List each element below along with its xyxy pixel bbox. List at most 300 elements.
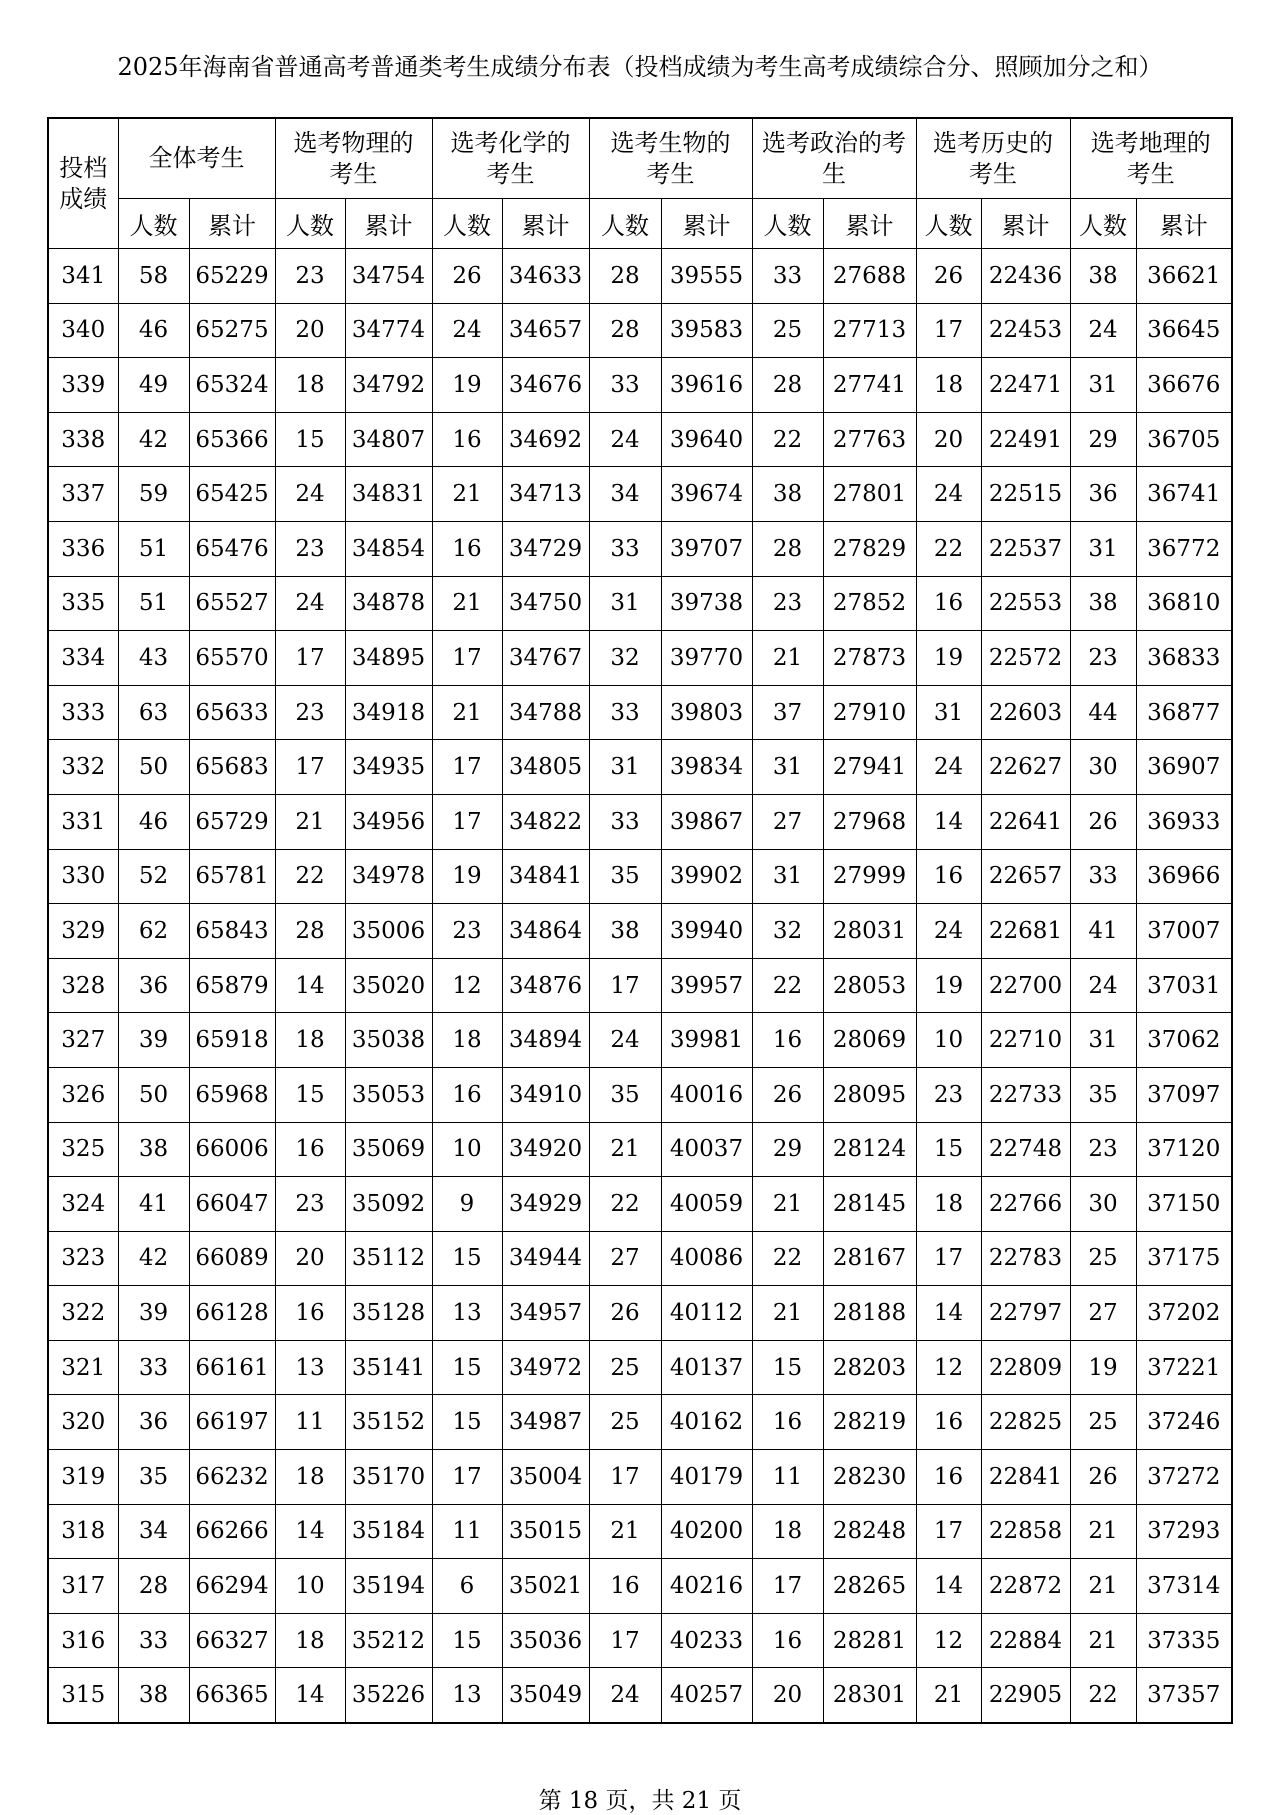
sub-header-cumulative: 累计: [661, 199, 752, 249]
cumulative-cell: 22710: [981, 1013, 1070, 1068]
cumulative-cell: 28301: [823, 1668, 916, 1723]
cumulative-cell: 34754: [345, 249, 432, 304]
count-cell: 25: [589, 1340, 661, 1395]
group-header-politics: [752, 118, 916, 199]
count-cell: 31: [1070, 521, 1136, 576]
cumulative-cell: 22884: [981, 1613, 1070, 1668]
score-cell: 330: [48, 849, 118, 904]
table-body: [48, 249, 1232, 1724]
cumulative-cell: 34713: [502, 467, 589, 522]
cumulative-cell: 36705: [1136, 412, 1232, 467]
count-cell: 26: [752, 1067, 823, 1122]
cumulative-cell: 35152: [345, 1395, 432, 1450]
cumulative-cell: 22515: [981, 467, 1070, 522]
count-cell: 13: [275, 1340, 345, 1395]
cumulative-cell: 34729: [502, 521, 589, 576]
table-row: [48, 1122, 1232, 1177]
count-cell: 18: [432, 1013, 502, 1068]
count-cell: 25: [1070, 1231, 1136, 1286]
count-cell: 33: [1070, 849, 1136, 904]
cumulative-cell: 36621: [1136, 249, 1232, 304]
count-cell: 22: [752, 1231, 823, 1286]
count-cell: 10: [916, 1013, 981, 1068]
cumulative-cell: 35036: [502, 1613, 589, 1668]
count-cell: 37: [752, 685, 823, 740]
cumulative-cell: 39803: [661, 685, 752, 740]
count-cell: 39: [118, 1286, 189, 1341]
count-cell: 26: [432, 249, 502, 304]
cumulative-cell: 66232: [189, 1450, 275, 1505]
count-cell: 22: [589, 1177, 661, 1232]
cumulative-cell: 65476: [189, 521, 275, 576]
cumulative-cell: 22491: [981, 412, 1070, 467]
cumulative-cell: 39707: [661, 521, 752, 576]
sub-header-cumulative: 累计: [502, 199, 589, 249]
count-cell: 17: [432, 1450, 502, 1505]
score-column-header: [48, 118, 118, 249]
count-cell: 14: [916, 1286, 981, 1341]
count-cell: 6: [432, 1559, 502, 1614]
group-header-physics: [275, 118, 432, 199]
cumulative-cell: 22572: [981, 631, 1070, 686]
count-cell: 16: [752, 1013, 823, 1068]
sub-header-cumulative: 累计: [189, 199, 275, 249]
cumulative-cell: 22553: [981, 576, 1070, 631]
cumulative-cell: 34633: [502, 249, 589, 304]
table-row: [48, 958, 1232, 1013]
count-cell: 26: [916, 249, 981, 304]
cumulative-cell: 65275: [189, 303, 275, 358]
count-cell: 41: [1070, 904, 1136, 959]
page-footer: [0, 1787, 1280, 1815]
score-cell: 331: [48, 794, 118, 849]
cumulative-cell: 22783: [981, 1231, 1070, 1286]
cumulative-cell: 22641: [981, 794, 1070, 849]
count-cell: 24: [916, 904, 981, 959]
count-cell: 16: [432, 1067, 502, 1122]
cumulative-cell: 27801: [823, 467, 916, 522]
count-cell: 20: [916, 412, 981, 467]
score-cell: 337: [48, 467, 118, 522]
cumulative-cell: 34895: [345, 631, 432, 686]
cumulative-cell: 35038: [345, 1013, 432, 1068]
score-cell: 325: [48, 1122, 118, 1177]
count-cell: 16: [752, 1613, 823, 1668]
cumulative-cell: 27873: [823, 631, 916, 686]
count-cell: 16: [275, 1286, 345, 1341]
cumulative-cell: 35015: [502, 1504, 589, 1559]
count-cell: 29: [1070, 412, 1136, 467]
count-cell: 26: [589, 1286, 661, 1341]
cumulative-cell: 34978: [345, 849, 432, 904]
cumulative-cell: 22905: [981, 1668, 1070, 1723]
count-cell: 25: [589, 1395, 661, 1450]
cumulative-cell: 22825: [981, 1395, 1070, 1450]
count-cell: 14: [916, 1559, 981, 1614]
count-cell: 27: [589, 1231, 661, 1286]
cumulative-cell: 35053: [345, 1067, 432, 1122]
page-title: 2025年海南省普通高考普通类考生成绩分布表（投档成绩为考生高考成绩综合分、照顾加分之和）: [117, 53, 1163, 81]
cumulative-cell: 36645: [1136, 303, 1232, 358]
cumulative-cell: 28203: [823, 1340, 916, 1395]
cumulative-cell: 27741: [823, 358, 916, 413]
cumulative-cell: 37335: [1136, 1613, 1232, 1668]
cumulative-cell: 35004: [502, 1450, 589, 1505]
table-row: [48, 467, 1232, 522]
table-row: [48, 1395, 1232, 1450]
score-cell: 323: [48, 1231, 118, 1286]
cumulative-cell: 66161: [189, 1340, 275, 1395]
score-cell: 324: [48, 1177, 118, 1232]
count-cell: 38: [589, 904, 661, 959]
cumulative-cell: 22872: [981, 1559, 1070, 1614]
count-cell: 31: [916, 685, 981, 740]
group-header-physics-label: 选考物理的 考生: [293, 128, 414, 188]
score-cell: 335: [48, 576, 118, 631]
cumulative-cell: 37357: [1136, 1668, 1232, 1723]
cumulative-cell: 22627: [981, 740, 1070, 795]
cumulative-cell: 39957: [661, 958, 752, 1013]
count-cell: 21: [752, 1177, 823, 1232]
count-cell: 51: [118, 576, 189, 631]
cumulative-cell: 39738: [661, 576, 752, 631]
score-cell: 332: [48, 740, 118, 795]
count-cell: 17: [275, 631, 345, 686]
count-cell: 22: [752, 958, 823, 1013]
cumulative-cell: 36877: [1136, 685, 1232, 740]
score-cell: 336: [48, 521, 118, 576]
cumulative-cell: 37175: [1136, 1231, 1232, 1286]
cumulative-cell: 28281: [823, 1613, 916, 1668]
cumulative-cell: 66197: [189, 1395, 275, 1450]
count-cell: 13: [432, 1668, 502, 1723]
cumulative-cell: 27968: [823, 794, 916, 849]
cumulative-cell: 35092: [345, 1177, 432, 1232]
score-cell: 333: [48, 685, 118, 740]
count-cell: 21: [916, 1668, 981, 1723]
count-cell: 17: [916, 1504, 981, 1559]
cumulative-cell: 65527: [189, 576, 275, 631]
count-cell: 21: [1070, 1613, 1136, 1668]
count-cell: 30: [1070, 1177, 1136, 1232]
count-cell: 28: [275, 904, 345, 959]
cumulative-cell: 65570: [189, 631, 275, 686]
count-cell: 13: [432, 1286, 502, 1341]
sub-header-count: 人数: [589, 199, 661, 249]
cumulative-cell: 65843: [189, 904, 275, 959]
cumulative-cell: 34807: [345, 412, 432, 467]
count-cell: 46: [118, 303, 189, 358]
cumulative-cell: 36907: [1136, 740, 1232, 795]
cumulative-cell: 40216: [661, 1559, 752, 1614]
count-cell: 21: [589, 1122, 661, 1177]
cumulative-cell: 27910: [823, 685, 916, 740]
count-cell: 15: [432, 1231, 502, 1286]
count-cell: 17: [752, 1559, 823, 1614]
count-cell: 26: [1070, 794, 1136, 849]
cumulative-cell: 39770: [661, 631, 752, 686]
count-cell: 20: [275, 303, 345, 358]
count-cell: 20: [275, 1231, 345, 1286]
sub-header-count: 人数: [432, 199, 502, 249]
count-cell: 18: [275, 1450, 345, 1505]
cumulative-cell: 27852: [823, 576, 916, 631]
cumulative-cell: 65366: [189, 412, 275, 467]
count-cell: 18: [275, 1613, 345, 1668]
cumulative-cell: 39674: [661, 467, 752, 522]
count-cell: 24: [589, 412, 661, 467]
count-cell: 59: [118, 467, 189, 522]
cumulative-cell: 35049: [502, 1668, 589, 1723]
count-cell: 58: [118, 249, 189, 304]
score-distribution-table: [47, 117, 1233, 1724]
cumulative-cell: 65324: [189, 358, 275, 413]
count-cell: 20: [752, 1668, 823, 1723]
cumulative-cell: 66327: [189, 1613, 275, 1668]
count-cell: 23: [1070, 631, 1136, 686]
cumulative-cell: 27829: [823, 521, 916, 576]
count-cell: 17: [589, 1613, 661, 1668]
count-cell: 16: [589, 1559, 661, 1614]
count-cell: 22: [752, 412, 823, 467]
score-cell: 334: [48, 631, 118, 686]
cumulative-cell: 34854: [345, 521, 432, 576]
cumulative-cell: 35194: [345, 1559, 432, 1614]
count-cell: 14: [916, 794, 981, 849]
cumulative-cell: 37221: [1136, 1340, 1232, 1395]
cumulative-cell: 39867: [661, 794, 752, 849]
count-cell: 18: [916, 1177, 981, 1232]
cumulative-cell: 36676: [1136, 358, 1232, 413]
cumulative-cell: 37097: [1136, 1067, 1232, 1122]
count-cell: 38: [118, 1668, 189, 1723]
count-cell: 50: [118, 740, 189, 795]
count-cell: 16: [275, 1122, 345, 1177]
cumulative-cell: 39834: [661, 740, 752, 795]
count-cell: 28: [589, 249, 661, 304]
cumulative-cell: 22841: [981, 1450, 1070, 1505]
cumulative-cell: 36933: [1136, 794, 1232, 849]
cumulative-cell: 34750: [502, 576, 589, 631]
table-row: [48, 412, 1232, 467]
count-cell: 24: [916, 740, 981, 795]
count-cell: 38: [1070, 576, 1136, 631]
count-cell: 11: [432, 1504, 502, 1559]
sub-header-count: 人数: [118, 199, 189, 249]
count-cell: 24: [589, 1668, 661, 1723]
count-cell: 19: [432, 358, 502, 413]
cumulative-cell: 40112: [661, 1286, 752, 1341]
count-cell: 9: [432, 1177, 502, 1232]
sub-header-cumulative: 累计: [823, 199, 916, 249]
count-cell: 28: [118, 1559, 189, 1614]
group-header-biology-label: 选考生物的 考生: [610, 128, 731, 188]
count-cell: 24: [916, 467, 981, 522]
cumulative-cell: 34692: [502, 412, 589, 467]
cumulative-cell: 27763: [823, 412, 916, 467]
cumulative-cell: 65879: [189, 958, 275, 1013]
score-cell: 340: [48, 303, 118, 358]
count-cell: 15: [432, 1395, 502, 1450]
group-header-chemistry: [432, 118, 589, 199]
cumulative-cell: 34864: [502, 904, 589, 959]
cumulative-cell: 34929: [502, 1177, 589, 1232]
count-cell: 33: [118, 1613, 189, 1668]
cumulative-cell: 39940: [661, 904, 752, 959]
cumulative-cell: 34920: [502, 1122, 589, 1177]
table-row: [48, 1559, 1232, 1614]
score-cell: 320: [48, 1395, 118, 1450]
count-cell: 17: [916, 1231, 981, 1286]
count-cell: 31: [1070, 358, 1136, 413]
cumulative-cell: 34987: [502, 1395, 589, 1450]
table-row: [48, 303, 1232, 358]
cumulative-cell: 34792: [345, 358, 432, 413]
cumulative-cell: 35226: [345, 1668, 432, 1723]
cumulative-cell: 40257: [661, 1668, 752, 1723]
cumulative-cell: 37007: [1136, 904, 1232, 959]
score-column-header-label: 投档 成绩: [59, 153, 108, 213]
cumulative-cell: 28188: [823, 1286, 916, 1341]
count-cell: 16: [916, 1450, 981, 1505]
cumulative-cell: 34944: [502, 1231, 589, 1286]
cumulative-cell: 66047: [189, 1177, 275, 1232]
count-cell: 24: [589, 1013, 661, 1068]
cumulative-cell: 34774: [345, 303, 432, 358]
count-cell: 25: [752, 303, 823, 358]
count-cell: 21: [432, 685, 502, 740]
cumulative-cell: 35020: [345, 958, 432, 1013]
count-cell: 24: [275, 467, 345, 522]
count-cell: 27: [1070, 1286, 1136, 1341]
count-cell: 32: [589, 631, 661, 686]
count-cell: 19: [916, 958, 981, 1013]
count-cell: 21: [752, 631, 823, 686]
count-cell: 16: [916, 849, 981, 904]
cumulative-cell: 65729: [189, 794, 275, 849]
count-cell: 29: [752, 1122, 823, 1177]
cumulative-cell: 28265: [823, 1559, 916, 1614]
count-cell: 17: [275, 740, 345, 795]
cumulative-cell: 35212: [345, 1613, 432, 1668]
table-row: [48, 1231, 1232, 1286]
table-row: [48, 1668, 1232, 1723]
cumulative-cell: 40059: [661, 1177, 752, 1232]
sub-header-cumulative: 累计: [345, 199, 432, 249]
table-row: [48, 1450, 1232, 1505]
count-cell: 21: [752, 1286, 823, 1341]
count-cell: 26: [1070, 1450, 1136, 1505]
count-cell: 52: [118, 849, 189, 904]
count-cell: 23: [275, 521, 345, 576]
cumulative-cell: 36833: [1136, 631, 1232, 686]
count-cell: 33: [589, 358, 661, 413]
count-cell: 12: [916, 1613, 981, 1668]
cumulative-cell: 22681: [981, 904, 1070, 959]
group-header-geography-label: 选考地理的 考生: [1090, 128, 1211, 188]
count-cell: 38: [1070, 249, 1136, 304]
count-cell: 28: [589, 303, 661, 358]
score-cell: 318: [48, 1504, 118, 1559]
count-cell: 35: [589, 1067, 661, 1122]
cumulative-cell: 34657: [502, 303, 589, 358]
table-row: [48, 358, 1232, 413]
cumulative-cell: 22603: [981, 685, 1070, 740]
count-cell: 35: [118, 1450, 189, 1505]
count-cell: 16: [916, 1395, 981, 1450]
score-cell: 329: [48, 904, 118, 959]
cumulative-cell: 35184: [345, 1504, 432, 1559]
sub-header-cumulative: 累计: [1136, 199, 1232, 249]
cumulative-cell: 34822: [502, 794, 589, 849]
cumulative-cell: 39583: [661, 303, 752, 358]
cumulative-cell: 65229: [189, 249, 275, 304]
cumulative-cell: 28053: [823, 958, 916, 1013]
count-cell: 21: [1070, 1559, 1136, 1614]
sub-header-count: 人数: [752, 199, 823, 249]
cumulative-cell: 37246: [1136, 1395, 1232, 1450]
count-cell: 31: [589, 740, 661, 795]
cumulative-cell: 65781: [189, 849, 275, 904]
count-cell: 24: [432, 303, 502, 358]
cumulative-cell: 66089: [189, 1231, 275, 1286]
group-header-geography: [1070, 118, 1232, 199]
count-cell: 17: [916, 303, 981, 358]
count-cell: 10: [432, 1122, 502, 1177]
count-cell: 23: [275, 1177, 345, 1232]
cumulative-cell: 37272: [1136, 1450, 1232, 1505]
count-cell: 15: [916, 1122, 981, 1177]
table-row: [48, 1504, 1232, 1559]
cumulative-cell: 28167: [823, 1231, 916, 1286]
cumulative-cell: 22471: [981, 358, 1070, 413]
score-cell: 338: [48, 412, 118, 467]
cumulative-cell: 40137: [661, 1340, 752, 1395]
count-cell: 18: [916, 358, 981, 413]
cumulative-cell: 34957: [502, 1286, 589, 1341]
cumulative-cell: 35021: [502, 1559, 589, 1614]
cumulative-cell: 65918: [189, 1013, 275, 1068]
cumulative-cell: 37062: [1136, 1013, 1232, 1068]
count-cell: 31: [752, 740, 823, 795]
cumulative-cell: 34676: [502, 358, 589, 413]
group-header-all: [118, 118, 275, 199]
count-cell: 14: [275, 958, 345, 1013]
count-cell: 19: [432, 849, 502, 904]
table-row: [48, 740, 1232, 795]
cumulative-cell: 39640: [661, 412, 752, 467]
table-row: [48, 1177, 1232, 1232]
score-cell: 316: [48, 1613, 118, 1668]
count-cell: 23: [752, 576, 823, 631]
cumulative-cell: 37031: [1136, 958, 1232, 1013]
count-cell: 16: [752, 1395, 823, 1450]
table-row: [48, 794, 1232, 849]
cumulative-cell: 34876: [502, 958, 589, 1013]
cumulative-cell: 28095: [823, 1067, 916, 1122]
cumulative-cell: 40016: [661, 1067, 752, 1122]
cumulative-cell: 22748: [981, 1122, 1070, 1177]
cumulative-cell: 22766: [981, 1177, 1070, 1232]
cumulative-cell: 35069: [345, 1122, 432, 1177]
cumulative-cell: 34918: [345, 685, 432, 740]
count-cell: 36: [1070, 467, 1136, 522]
count-cell: 17: [589, 1450, 661, 1505]
table-row: [48, 685, 1232, 740]
count-cell: 28: [752, 358, 823, 413]
cumulative-cell: 34910: [502, 1067, 589, 1122]
cumulative-cell: 22657: [981, 849, 1070, 904]
